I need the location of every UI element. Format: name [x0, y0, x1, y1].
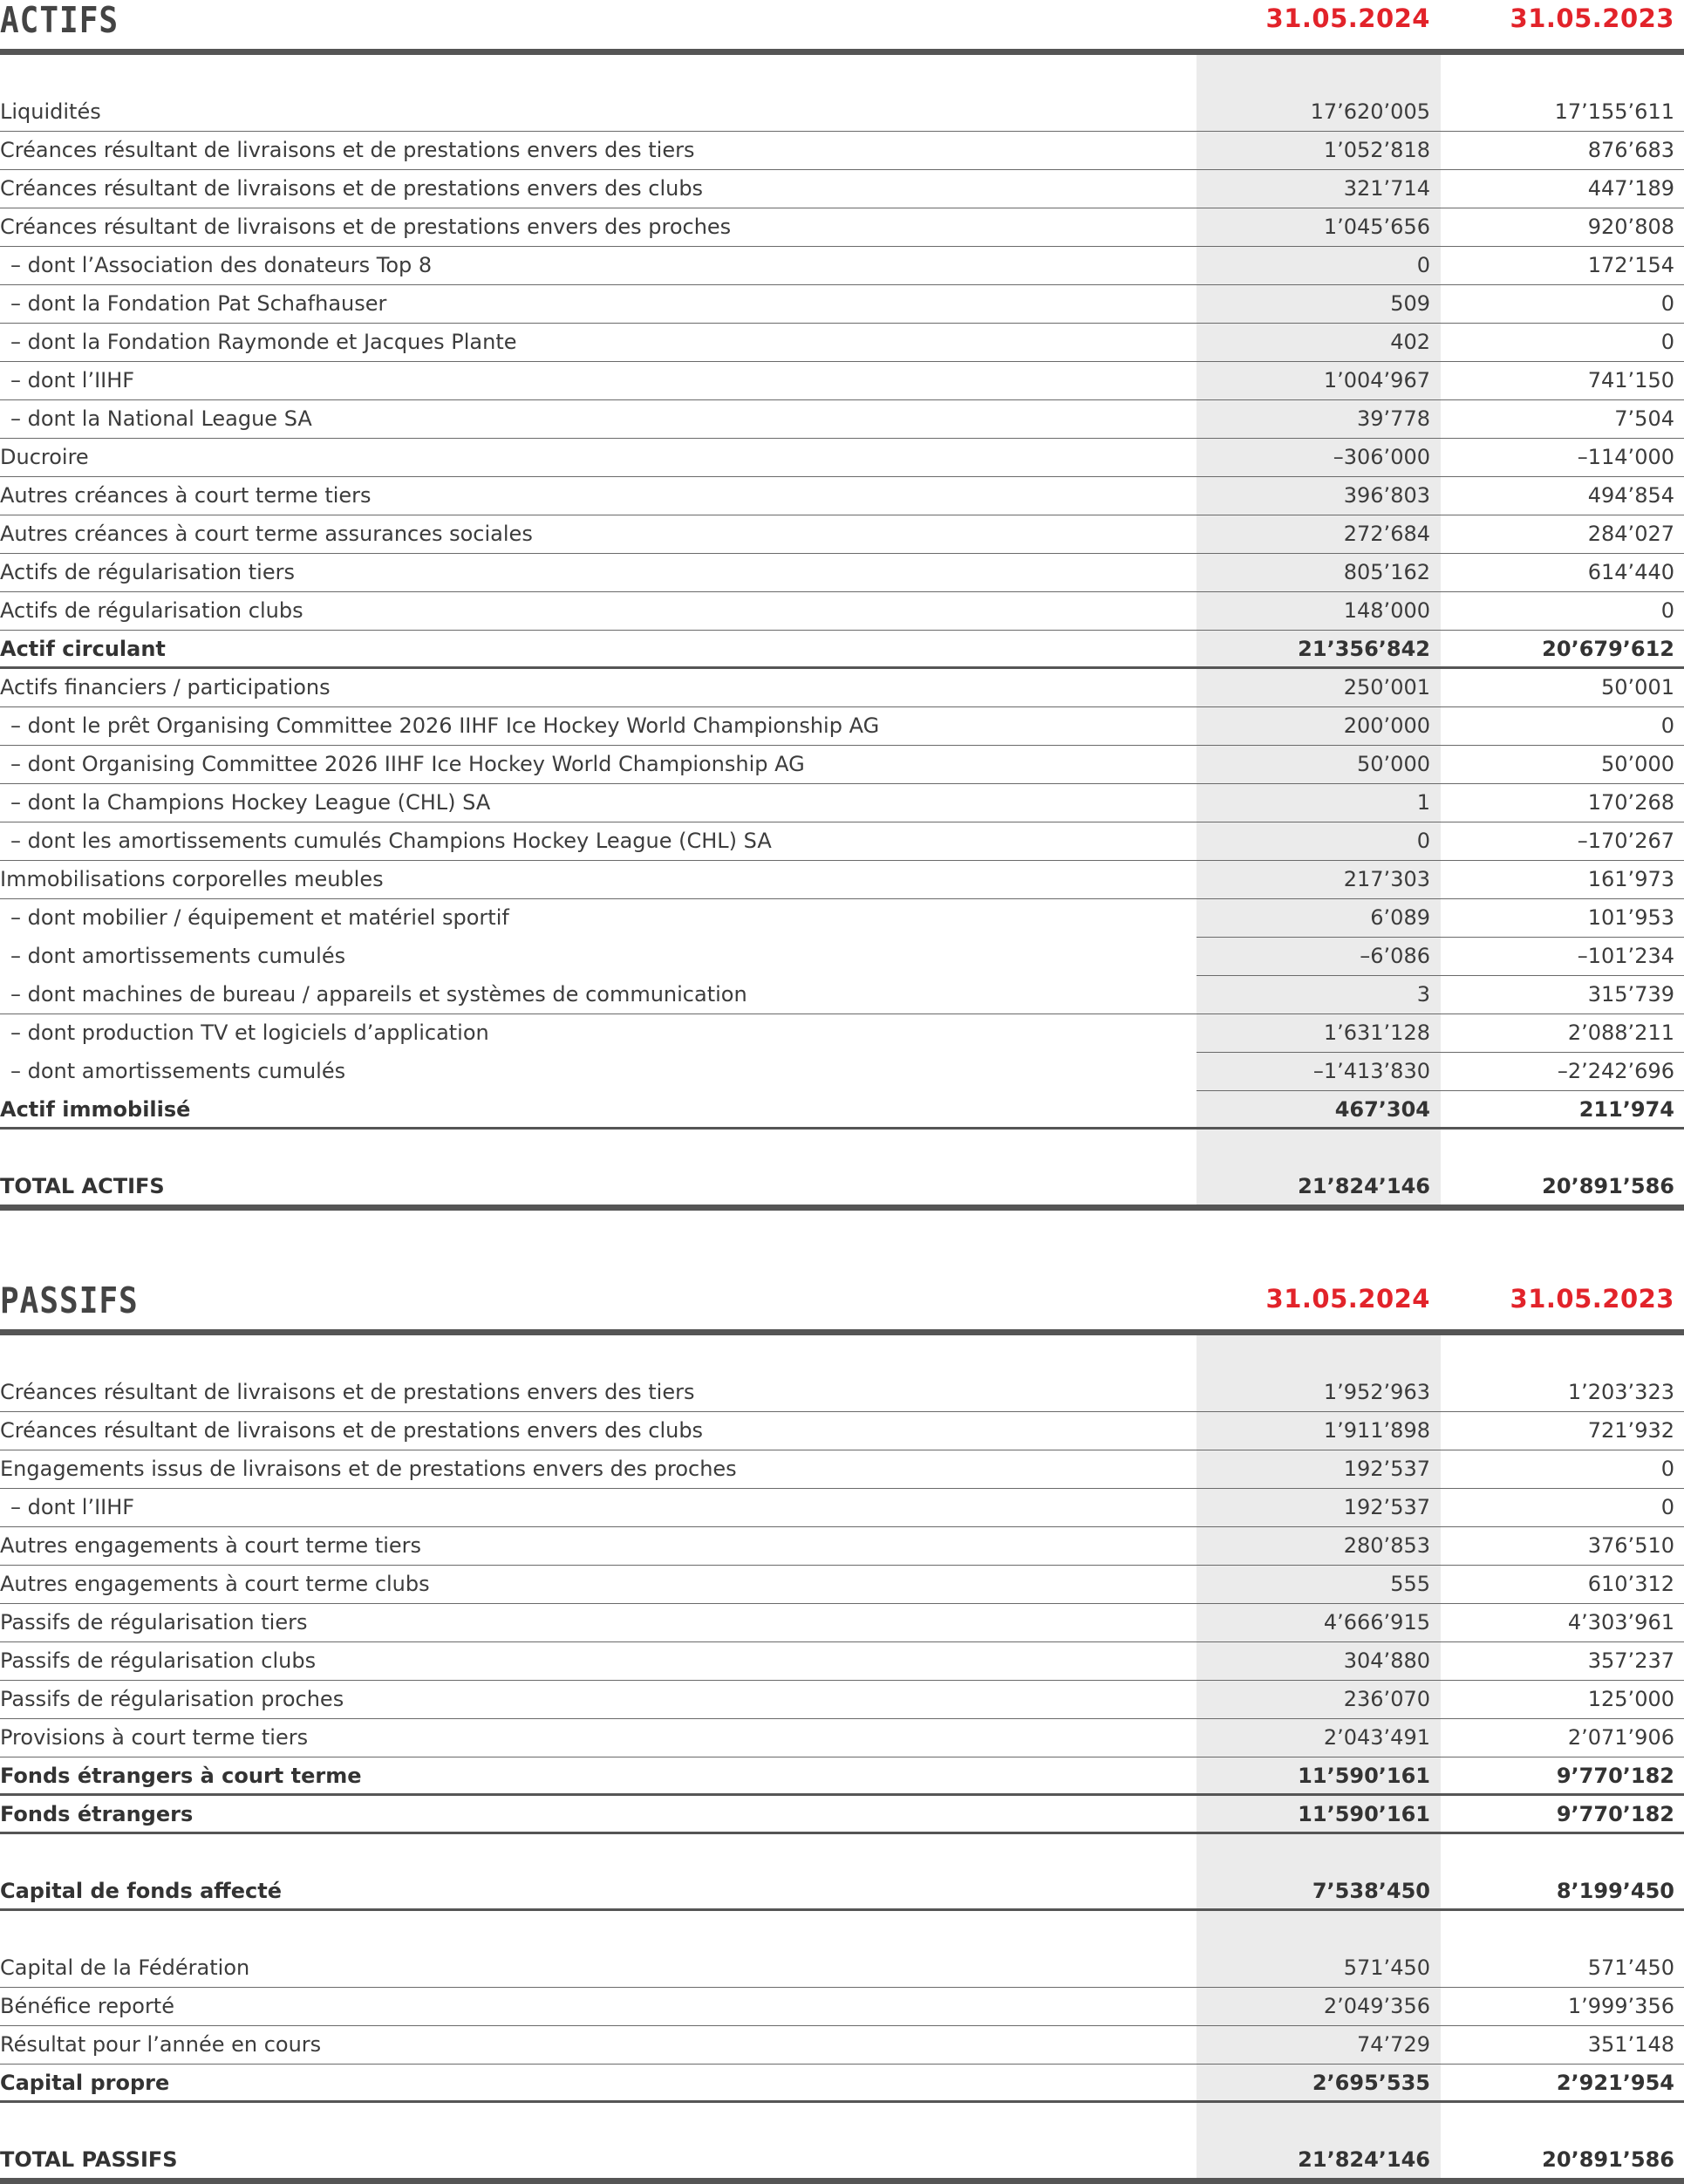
value-previous-year: 315’739 [1587, 982, 1674, 1007]
table-row [0, 1053, 1684, 1091]
row-label: Actifs financiers / participations [0, 675, 331, 700]
row-label: Capital propre [0, 2071, 170, 2095]
value-current-year: 2’043’491 [1323, 1725, 1430, 1750]
row-label: Créances résultant de livraisons et de prestations envers des tiers [0, 1380, 695, 1404]
table-row [0, 324, 1684, 362]
value-current-year: 1’045’656 [1323, 215, 1430, 239]
value-current-year: 1’052’818 [1323, 138, 1430, 162]
table-row [0, 554, 1684, 592]
row-label: – dont l’Association des donateurs Top 8 [10, 253, 433, 277]
row-label: Capital de la Fédération [0, 1955, 250, 1980]
subtotal-row [0, 1873, 1684, 1911]
value-previous-year: 284’027 [1587, 522, 1674, 546]
row-label: Fonds étrangers à court terme [0, 1764, 362, 1788]
value-previous-year: 0 [1660, 598, 1674, 623]
row-label: Actifs de régularisation tiers [0, 560, 295, 584]
value-current-year: 7’538’450 [1312, 1879, 1430, 1903]
row-spacer [0, 1911, 1684, 1949]
row-label: Provisions à court terme tiers [0, 1725, 309, 1750]
value-previous-year: 50’001 [1601, 675, 1674, 700]
table-row [0, 1374, 1684, 1412]
value-previous-year: 920’808 [1587, 215, 1674, 239]
value-previous-year: 0 [1660, 1495, 1674, 1519]
total-rule [0, 2178, 1684, 2184]
row-label: Fonds étrangers [0, 1802, 194, 1826]
row-label: Engagements issus de livraisons et de prestations envers des proches [0, 1457, 737, 1481]
table-row [0, 822, 1684, 861]
row-label: – dont la Fondation Pat Schafhauser [10, 291, 387, 316]
subtotal-row [0, 1091, 1684, 1130]
value-current-year: 304’880 [1343, 1648, 1430, 1673]
value-current-year: 74’729 [1357, 2032, 1430, 2057]
value-previous-year: 170’268 [1587, 790, 1674, 815]
row-label: – dont Organising Committee 2026 IIHF Ice Hockey World Championship AG [10, 752, 805, 776]
row-label: Actifs de régularisation clubs [0, 598, 303, 623]
section-header-actifs [0, 0, 1684, 54]
table-row [0, 93, 1684, 132]
value-previous-year: 351’148 [1587, 2032, 1674, 2057]
row-label: Créances résultant de livraisons et de prestations envers des clubs [0, 1418, 704, 1443]
value-current-year: 0 [1416, 829, 1430, 853]
row-label: Passifs de régularisation proches [0, 1687, 344, 1711]
table-row [0, 592, 1684, 631]
value-previous-year: 0 [1660, 291, 1674, 316]
row-label: – dont amortissements cumulés [10, 1059, 346, 1083]
row-label: Ducroire [0, 445, 89, 469]
row-label: – dont les amortissements cumulés Champions Hockey League (CHL) SA [10, 829, 772, 853]
row-label: – dont production TV et logiciels d’application [10, 1020, 489, 1045]
value-current-year: 11’590’161 [1298, 1764, 1430, 1788]
row-label: – dont amortissements cumulés [10, 944, 346, 968]
value-current-year: –6’086 [1360, 944, 1430, 968]
table-row [0, 707, 1684, 746]
value-current-year: –1’413’830 [1312, 1059, 1430, 1083]
value-previous-year: 17’155’611 [1554, 99, 1674, 124]
total-label: TOTAL ACTIFS [0, 1174, 165, 1198]
value-previous-year: 876’683 [1587, 138, 1674, 162]
value-previous-year: 9’770’182 [1556, 1802, 1674, 1826]
value-previous-year: 610’312 [1587, 1572, 1674, 1596]
table-row [0, 400, 1684, 439]
value-current-year: 148’000 [1343, 598, 1430, 623]
total-row [0, 2141, 1684, 2180]
value-current-year: 236’070 [1343, 1687, 1430, 1711]
value-current-year: 2’695’535 [1312, 2071, 1430, 2095]
value-previous-year: 2’088’211 [1567, 1020, 1674, 1045]
value-current-year: 1’911’898 [1323, 1418, 1430, 1443]
value-current-year: 2’049’356 [1323, 1994, 1430, 2018]
value-current-year: 39’778 [1357, 406, 1430, 431]
subtotal-row [0, 1757, 1684, 1796]
row-label: Créances résultant de livraisons et de prestations envers des clubs [0, 176, 704, 201]
table-row [0, 899, 1684, 938]
value-current-year: 1 [1416, 790, 1430, 815]
total-previous-year: 20’891’586 [1542, 2147, 1674, 2172]
table-row [0, 1412, 1684, 1450]
row-label: Créances résultant de livraisons et de prestations envers des proches [0, 215, 732, 239]
row-label: Passifs de régularisation clubs [0, 1648, 317, 1673]
value-previous-year: 1’203’323 [1567, 1380, 1674, 1404]
value-previous-year: 20’679’612 [1542, 637, 1674, 661]
table-row [0, 1604, 1684, 1642]
value-current-year: 250’001 [1343, 675, 1430, 700]
value-previous-year: –2’242’696 [1557, 1059, 1674, 1083]
table-row [0, 1450, 1684, 1489]
subtotal-row [0, 2065, 1684, 2103]
row-spacer [0, 1335, 1684, 1374]
row-spacer [0, 2103, 1684, 2141]
value-previous-year: 571’450 [1587, 1955, 1674, 1980]
table-row [0, 976, 1684, 1014]
value-current-year: 6’089 [1370, 905, 1430, 930]
table-row [0, 861, 1684, 899]
header-rule [0, 1329, 1684, 1335]
value-current-year: 321’714 [1343, 176, 1430, 201]
table-row [0, 1949, 1684, 1988]
value-previous-year: 741’150 [1587, 368, 1674, 392]
value-current-year: 396’803 [1343, 483, 1430, 508]
value-current-year: 50’000 [1357, 752, 1430, 776]
value-current-year: 3 [1416, 982, 1430, 1007]
table-row [0, 1681, 1684, 1719]
row-label: Autres créances à court terme tiers [0, 483, 372, 508]
value-previous-year: 161’973 [1587, 867, 1674, 891]
value-previous-year: 376’510 [1587, 1533, 1674, 1558]
row-label: Immobilisations corporelles meubles [0, 867, 384, 891]
value-current-year: 571’450 [1343, 1955, 1430, 1980]
value-current-year: 4’666’915 [1323, 1610, 1430, 1635]
row-label: Autres engagements à court terme clubs [0, 1572, 430, 1596]
total-label: TOTAL PASSIFS [0, 2147, 178, 2172]
row-label: Autres engagements à court terme tiers [0, 1533, 422, 1558]
row-label: – dont la Fondation Raymonde et Jacques Plante [10, 330, 517, 354]
value-previous-year: 721’932 [1587, 1418, 1674, 1443]
row-label: Bénéfice reporté [0, 1994, 174, 2018]
value-previous-year: 7’504 [1614, 406, 1674, 431]
value-current-year: 11’590’161 [1298, 1802, 1430, 1826]
row-label: – dont l’IIHF [10, 1495, 135, 1519]
table-row [0, 1527, 1684, 1566]
row-spacer [0, 55, 1684, 93]
row-label: Actif circulant [0, 637, 166, 661]
value-previous-year: 50’000 [1601, 752, 1674, 776]
value-current-year: 272’684 [1343, 522, 1430, 546]
row-spacer [0, 1130, 1684, 1168]
row-label: – dont la National League SA [10, 406, 312, 431]
value-current-year: 192’537 [1343, 1495, 1430, 1519]
table-row [0, 1566, 1684, 1604]
value-previous-year: 2’071’906 [1567, 1725, 1674, 1750]
value-current-year: 555 [1390, 1572, 1430, 1596]
value-current-year: 805’162 [1343, 560, 1430, 584]
table-row [0, 1489, 1684, 1527]
total-current-year: 21’824’146 [1298, 1174, 1430, 1198]
value-current-year: –306’000 [1333, 445, 1430, 469]
section-title: PASSIFS [0, 1280, 139, 1322]
table-row [0, 669, 1684, 707]
value-current-year: 402 [1390, 330, 1430, 354]
value-current-year: 467’304 [1334, 1097, 1430, 1122]
value-previous-year: 2’921’954 [1556, 2071, 1674, 2095]
row-label: Actif immobilisé [0, 1097, 191, 1122]
row-label: – dont le prêt Organising Committee 2026 IIHF Ice Hockey World Championship AG [10, 713, 880, 738]
section-rows-passifs [0, 1335, 1684, 2180]
value-previous-year: 125’000 [1587, 1687, 1674, 1711]
row-label: Résultat pour l’année en cours [0, 2032, 322, 2057]
table-row [0, 208, 1684, 247]
table-row [0, 1642, 1684, 1681]
row-label: – dont machines de bureau / appareils et systèmes de communication [10, 982, 747, 1007]
table-row [0, 784, 1684, 822]
header-rule [0, 49, 1684, 55]
row-label: Autres créances à court terme assurances sociales [0, 522, 533, 546]
total-previous-year: 20’891’586 [1542, 1174, 1674, 1198]
value-previous-year: 614’440 [1587, 560, 1674, 584]
value-previous-year: 0 [1660, 1457, 1674, 1481]
value-previous-year: –170’267 [1577, 829, 1674, 853]
value-previous-year: –114’000 [1577, 445, 1674, 469]
table-row [0, 746, 1684, 784]
row-label: – dont la Champions Hockey League (CHL) SA [10, 790, 491, 815]
value-previous-year: 172’154 [1587, 253, 1674, 277]
table-row [0, 1014, 1684, 1053]
value-current-year: 1’631’128 [1323, 1020, 1430, 1045]
row-spacer [0, 1834, 1684, 1873]
table-row [0, 362, 1684, 400]
column-date-current: 31.05.2024 [1265, 3, 1430, 33]
value-current-year: 192’537 [1343, 1457, 1430, 1481]
value-previous-year: 357’237 [1587, 1648, 1674, 1673]
section-header-passifs [0, 1280, 1684, 1334]
value-previous-year: –101’234 [1577, 944, 1674, 968]
value-previous-year: 211’974 [1578, 1097, 1674, 1122]
value-current-year: 21’356’842 [1298, 637, 1430, 661]
value-previous-year: 4’303’961 [1567, 1610, 1674, 1635]
subtotal-row [0, 1796, 1684, 1834]
value-previous-year: 494’854 [1587, 483, 1674, 508]
table-row [0, 132, 1684, 170]
row-label: Liquidités [0, 99, 101, 124]
table-row [0, 2026, 1684, 2065]
value-current-year: 1’004’967 [1323, 368, 1430, 392]
value-current-year: 17’620’005 [1310, 99, 1430, 124]
value-previous-year: 0 [1660, 330, 1674, 354]
value-previous-year: 1’999’356 [1567, 1994, 1674, 2018]
value-current-year: 217’303 [1343, 867, 1430, 891]
value-current-year: 200’000 [1343, 713, 1430, 738]
table-row [0, 285, 1684, 324]
table-row [0, 247, 1684, 285]
section-rows-actifs [0, 55, 1684, 1206]
column-date-previous: 31.05.2023 [1510, 3, 1674, 33]
table-row [0, 1988, 1684, 2026]
table-row [0, 170, 1684, 208]
row-label: Capital de fonds affecté [0, 1879, 283, 1903]
subtotal-row [0, 631, 1684, 669]
table-row [0, 477, 1684, 515]
value-previous-year: 8’199’450 [1556, 1879, 1674, 1903]
value-current-year: 280’853 [1343, 1533, 1430, 1558]
value-current-year: 509 [1390, 291, 1430, 316]
value-previous-year: 0 [1660, 713, 1674, 738]
column-date-previous: 31.05.2023 [1510, 1284, 1674, 1314]
total-current-year: 21’824’146 [1298, 2147, 1430, 2172]
row-label: Passifs de régularisation tiers [0, 1610, 308, 1635]
table-row [0, 938, 1684, 976]
value-previous-year: 447’189 [1587, 176, 1674, 201]
total-row [0, 1168, 1684, 1206]
table-row [0, 1719, 1684, 1757]
value-previous-year: 9’770’182 [1556, 1764, 1674, 1788]
table-row [0, 515, 1684, 554]
column-date-current: 31.05.2024 [1265, 1284, 1430, 1314]
value-current-year: 1’952’963 [1323, 1380, 1430, 1404]
value-current-year: 0 [1416, 253, 1430, 277]
section-title: ACTIFS [0, 0, 119, 42]
row-label: – dont mobilier / équipement et matériel sportif [10, 905, 509, 930]
row-label: Créances résultant de livraisons et de prestations envers des tiers [0, 138, 695, 162]
table-row [0, 439, 1684, 477]
total-rule [0, 1205, 1684, 1211]
value-previous-year: 101’953 [1587, 905, 1674, 930]
row-label: – dont l’IIHF [10, 368, 135, 392]
